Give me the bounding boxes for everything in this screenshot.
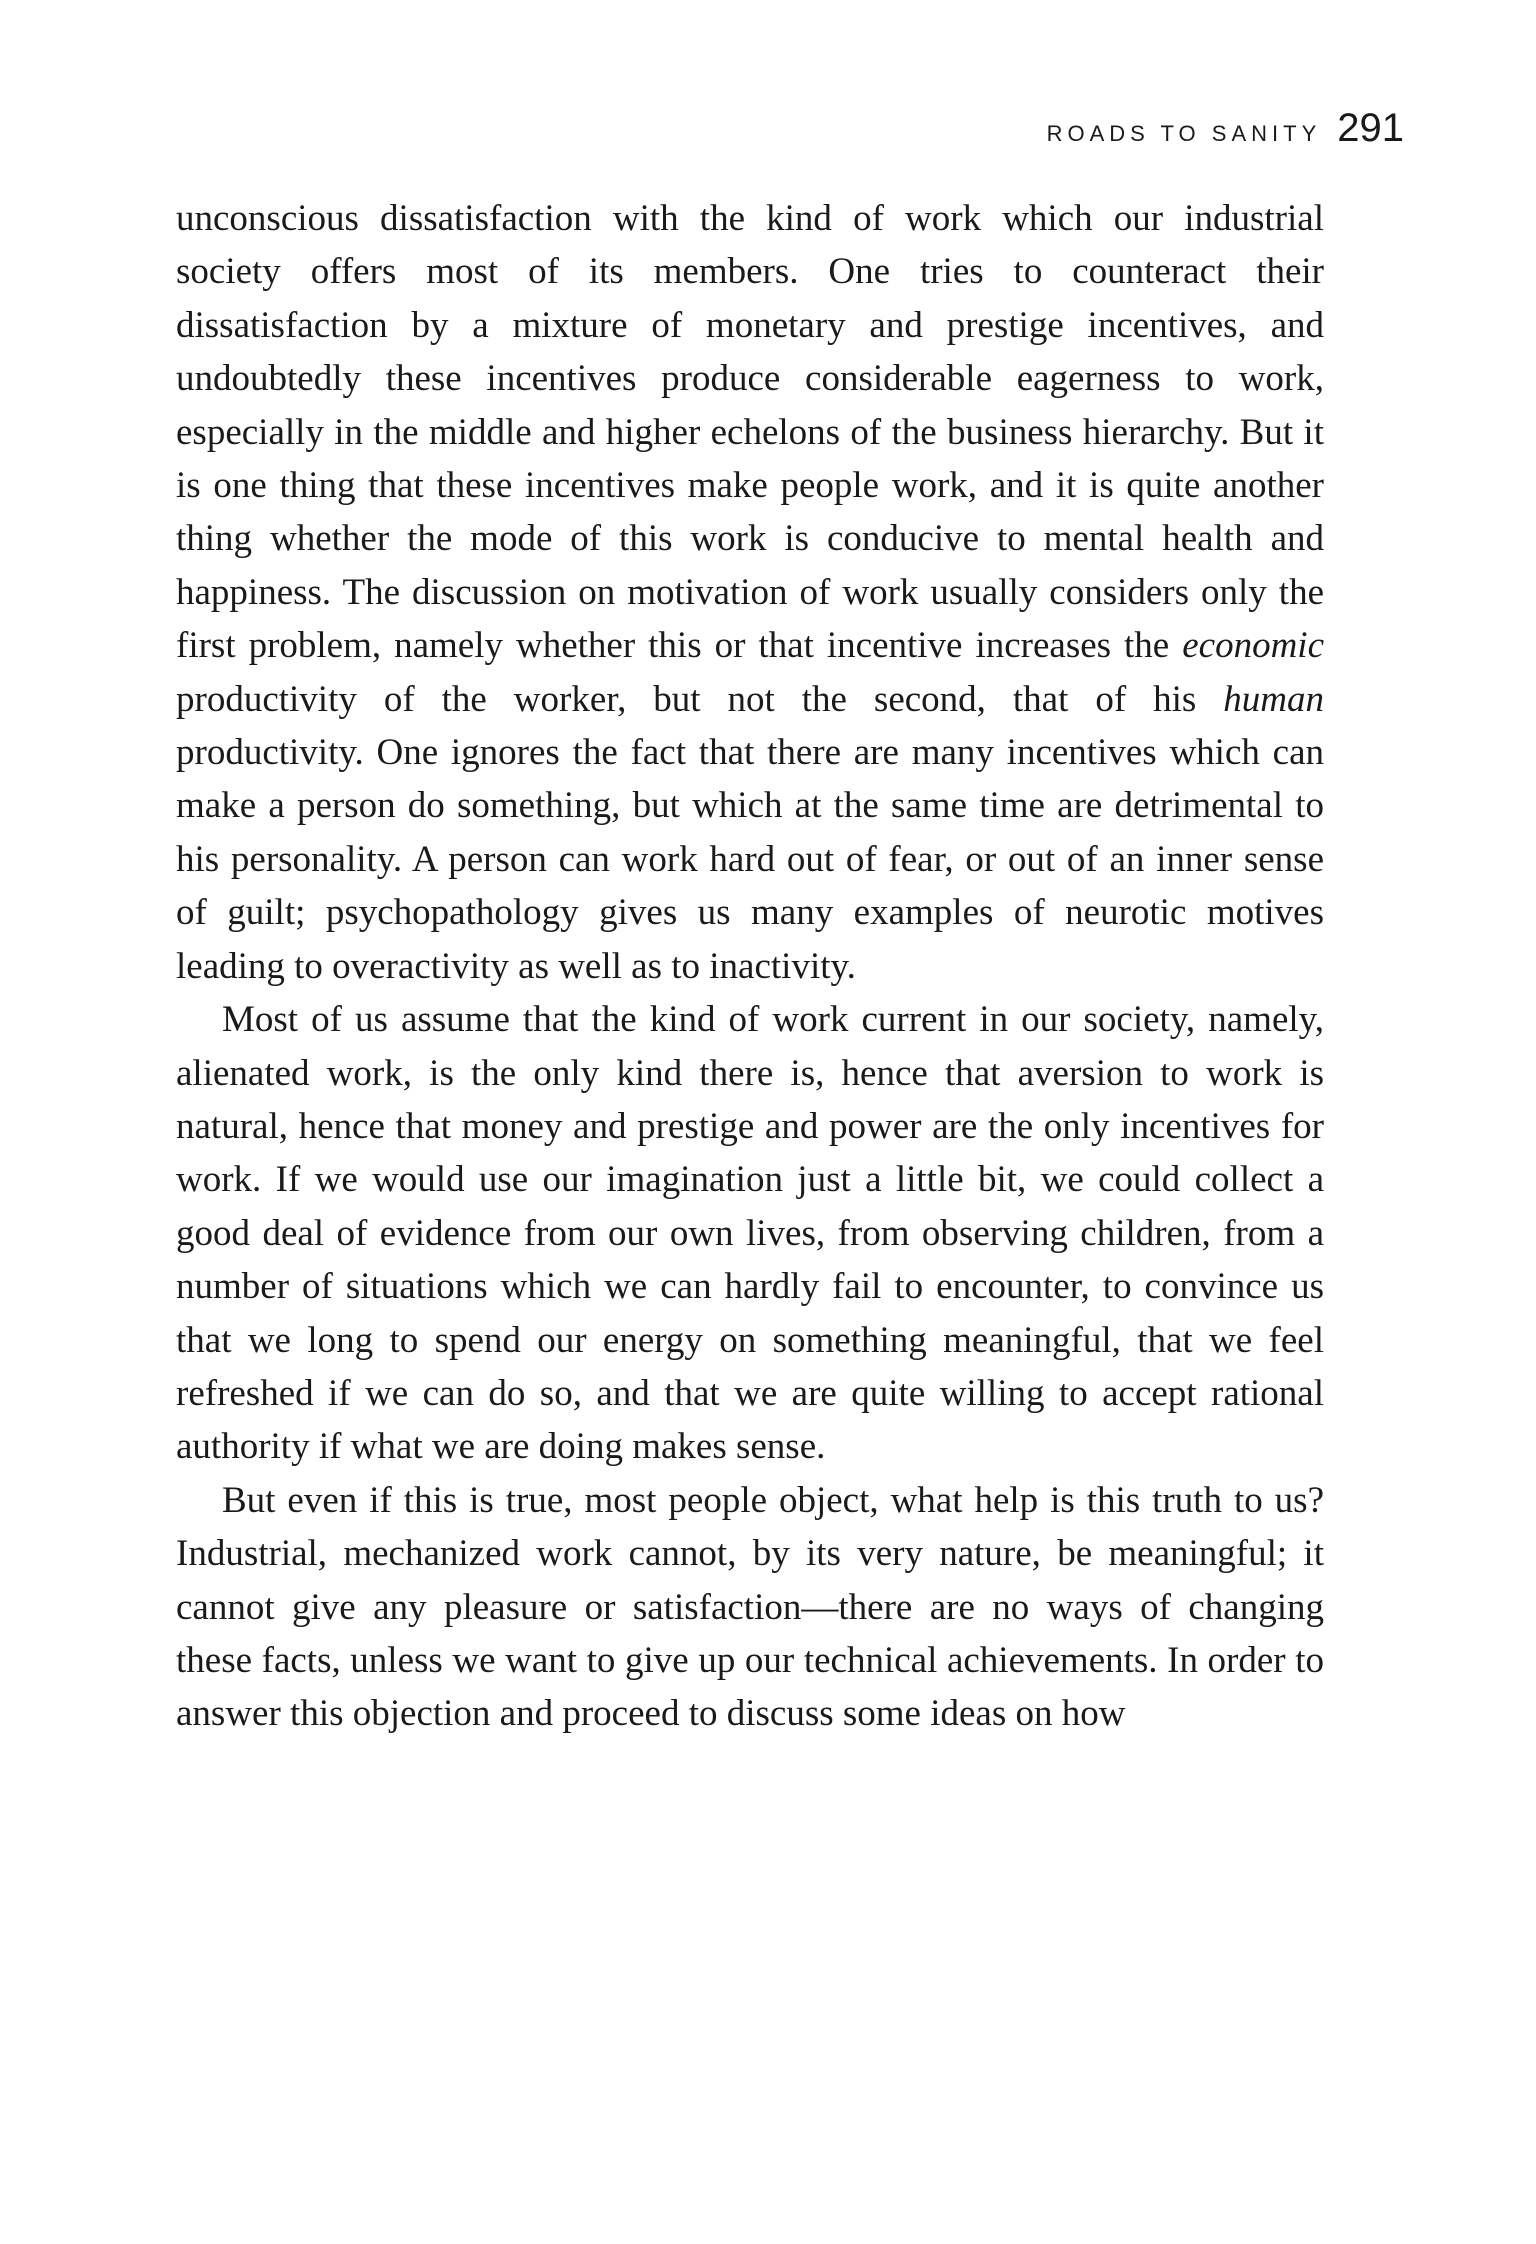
running-title: ROADS TO SANITY bbox=[1046, 121, 1322, 146]
page-number: 291 bbox=[1337, 106, 1404, 150]
paragraph-1-part-2: productivity of the worker, but not the second, that of his bbox=[176, 678, 1224, 720]
emphasis-human: human bbox=[1223, 678, 1324, 720]
paragraph-1-part-1: unconscious dissatisfaction with the kind of work which our industrial society offers most of its members. One tries to counteract their dissatisfaction by a mixture of monetary and prestige incentives, and undoubtedly these incentives produce considerable eagerness to work, especially in the middle and higher echelons of the business hierarchy. But it is one thing that these incentives make people work, and it is quite another thing whether the mode of this work is conducive to mental health and happiness. The discussion on motivation of work usually considers only the first problem, namely whether this or that incentive increases the bbox=[176, 198, 1324, 667]
paragraph-3: But even if this is true, most people object, what help is this truth to us? Industrial, mechanized work cannot, by its very nature, be meaningful; it cannot give any pleasure or satisfaction—there are no ways of changing these facts, unless we want to give up our technical achievements. In order to answer this objection and proceed to discuss some ideas on how bbox=[176, 1479, 1324, 1735]
paragraph-1-part-3: productivity. One ignores the fact that there are many incentives which can make a person do something, but which at the same time are detrimental to his personality. A person can work hard out of fear, or out of an inner sense of guilt; psychopathology gives us many examples of neurotic motives leading to overactivity as well as to inactivity. bbox=[176, 732, 1324, 987]
body-text bbox=[176, 192, 1324, 1741]
running-head bbox=[1047, 106, 1404, 151]
paragraph-2: Most of us assume that the kind of work current in our society, namely, alienated work, is the only kind there is, hence that aversion to work is natural, hence that money and prestige and power are the only incentives for work. If we would use our imagination just a little bit, we could collect a good deal of evidence from our own lives, from observing children, from a number of situations which we can hardly fail to encounter, to convince us that we long to spend our energy on something meaningful, that we feel refreshed if we can do so, and that we are quite willing to accept rational authority if what we are doing makes sense. bbox=[176, 999, 1324, 1468]
emphasis-economic: economic bbox=[1182, 625, 1324, 667]
paragraph-1 bbox=[176, 192, 1324, 993]
